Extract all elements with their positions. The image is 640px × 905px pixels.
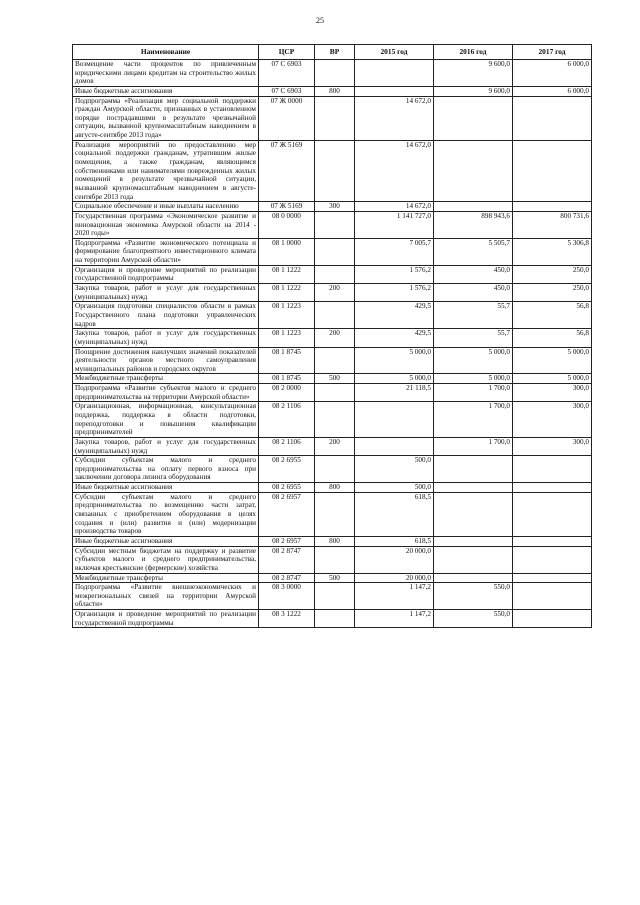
row-csr-cell: 08 2 8747 (259, 546, 315, 573)
row-vr-cell (315, 302, 355, 329)
table-row (73, 96, 592, 140)
row-csr-cell: 07 Ж 5169 (259, 202, 315, 212)
table-row (73, 583, 592, 610)
row-2015-cell: 618,5 (355, 492, 434, 536)
row-csr-cell: 08 2 6955 (259, 456, 315, 483)
row-2017-cell (513, 573, 592, 583)
header-2015: 2015 год (355, 45, 434, 60)
row-2016-cell: 55,7 (434, 302, 513, 329)
row-2015-cell: 1 141 727,0 (355, 211, 434, 238)
row-name-cell: Социальное обеспечение и иные выплаты населению (73, 202, 259, 212)
table-row (73, 211, 592, 238)
row-2016-cell (434, 573, 513, 583)
row-csr-cell: 07 Ж 5169 (259, 140, 315, 201)
row-2017-cell: 300,0 (513, 402, 592, 438)
row-2017-cell: 6 000,0 (513, 86, 592, 96)
table-row (73, 492, 592, 536)
row-vr-cell (315, 492, 355, 536)
header-2016: 2016 год (434, 45, 513, 60)
row-name-cell: Поощрение достижения наилучших значений показателей деятельности органов местного самоуправления муниципальных районов и городских округов (73, 347, 259, 374)
row-2015-cell: 1 576,2 (355, 284, 434, 302)
table-row (73, 384, 592, 402)
row-csr-cell: 08 2 0000 (259, 384, 315, 402)
row-2016-cell (434, 546, 513, 573)
row-2016-cell: 9 600,0 (434, 60, 513, 87)
row-2017-cell (513, 140, 592, 201)
row-2017-cell (513, 536, 592, 546)
row-vr-cell (315, 140, 355, 201)
row-vr-cell: 500 (315, 374, 355, 384)
table-row (73, 483, 592, 493)
row-csr-cell: 08 1 1222 (259, 284, 315, 302)
row-2017-cell: 300,0 (513, 437, 592, 455)
row-2015-cell: 618,5 (355, 536, 434, 546)
row-2016-cell: 5 505,7 (434, 238, 513, 265)
row-2016-cell: 1 700,0 (434, 384, 513, 402)
row-name-cell: Закупка товаров, работ и услуг для государственных (муниципальных) нужд (73, 329, 259, 347)
header-2017: 2017 год (513, 45, 592, 60)
row-csr-cell: 08 3 1222 (259, 610, 315, 628)
row-2016-cell: 5 000,0 (434, 374, 513, 384)
row-csr-cell: 08 3 0000 (259, 583, 315, 610)
row-2017-cell (513, 202, 592, 212)
row-2015-cell: 14 672,0 (355, 96, 434, 140)
row-2015-cell (355, 86, 434, 96)
row-name-cell: Организация подготовки специалистов области в рамках Государственного плана подготовки управленческих кадров (73, 302, 259, 329)
row-csr-cell: 07 Ж 0000 (259, 96, 315, 140)
row-2015-cell: 5 000,0 (355, 374, 434, 384)
row-2015-cell (355, 402, 434, 438)
row-vr-cell: 200 (315, 284, 355, 302)
row-2016-cell (434, 96, 513, 140)
row-name-cell: Реализация мероприятий по предоставлению мер социальной поддержки гражданам, утратившим жилые помещения, а также гражданам, являющимся собственниками или нанимателями поврежденных жилых помещений в результате чрезвычайной ситуации, вызванной крупномасштабным наводнением в августе-сентябре 2013 года (73, 140, 259, 201)
row-2016-cell: 5 000,0 (434, 347, 513, 374)
row-csr-cell: 08 2 8747 (259, 573, 315, 583)
table-row (73, 140, 592, 201)
row-2015-cell (355, 437, 434, 455)
row-vr-cell (315, 402, 355, 438)
row-2017-cell (513, 492, 592, 536)
row-vr-cell: 300 (315, 202, 355, 212)
row-name-cell: Подпрограмма «Развитие экономического потенциала и формирование благоприятного инвестиционного климата на территории Амурской области» (73, 238, 259, 265)
table-row (73, 536, 592, 546)
row-name-cell: Закупка товаров, работ и услуг для государственных (муниципальных) нужд (73, 437, 259, 455)
row-2016-cell (434, 456, 513, 483)
row-vr-cell (315, 583, 355, 610)
row-vr-cell: 200 (315, 329, 355, 347)
header-name: Наименование (73, 45, 259, 60)
row-2016-cell: 1 700,0 (434, 402, 513, 438)
row-2015-cell: 1 147,2 (355, 610, 434, 628)
row-vr-cell (315, 265, 355, 283)
row-2015-cell: 20 000,0 (355, 546, 434, 573)
row-name-cell: Субсидии субъектам малого и среднего предпринимательства по возмещению части затрат, связанных с приобретением оборудования в целях создания и (или) развития и (или) модернизации производства товаров (73, 492, 259, 536)
row-2016-cell (434, 140, 513, 201)
row-2016-cell: 9 600,0 (434, 86, 513, 96)
row-2015-cell: 5 000,0 (355, 347, 434, 374)
table-row (73, 329, 592, 347)
row-csr-cell: 07 С 6903 (259, 86, 315, 96)
row-vr-cell: 500 (315, 573, 355, 583)
row-name-cell: Подпрограмма «Реализация мер социальной поддержки граждан Амурской области, признанных в установленном порядке пострадавшими в результате чрезвычайной ситуации, вызванной крупномасштабным наводнением в августе-сентябре 2013 года» (73, 96, 259, 140)
row-2017-cell: 250,0 (513, 284, 592, 302)
row-2015-cell: 429,5 (355, 302, 434, 329)
row-name-cell: Закупка товаров, работ и услуг для государственных (муниципальных) нужд (73, 284, 259, 302)
row-2016-cell: 550,0 (434, 610, 513, 628)
table-row (73, 402, 592, 438)
table-row (73, 238, 592, 265)
row-name-cell: Субсидии местным бюджетам на поддержку и развитие субъектов малого и среднего предпринимательства, включая крестьянские (фермерские) хозяйства (73, 546, 259, 573)
row-vr-cell: 800 (315, 86, 355, 96)
row-vr-cell (315, 211, 355, 238)
page-number: 25 (316, 16, 324, 25)
row-name-cell: Межбюджетные трансферты (73, 573, 259, 583)
row-name-cell: Подпрограмма «Развитие внешнеэкономических и межрегиональных связей на территории Амурской области» (73, 583, 259, 610)
row-name-cell: Государственная программа «Экономическое развитие и инновационная экономика Амурской области на 2014 - 2020 годы» (73, 211, 259, 238)
row-name-cell: Иные бюджетные ассигнования (73, 483, 259, 493)
row-vr-cell (315, 60, 355, 87)
row-2017-cell: 6 000,0 (513, 60, 592, 87)
row-2015-cell: 21 118,5 (355, 384, 434, 402)
row-2017-cell: 5 000,0 (513, 374, 592, 384)
row-2017-cell (513, 546, 592, 573)
row-csr-cell: 08 1 8745 (259, 347, 315, 374)
table-row (73, 573, 592, 583)
table-header-row (73, 45, 592, 60)
row-2017-cell: 5 306,8 (513, 238, 592, 265)
row-vr-cell (315, 610, 355, 628)
table-row (73, 60, 592, 87)
row-2017-cell (513, 610, 592, 628)
row-2017-cell: 300,0 (513, 384, 592, 402)
table-row (73, 437, 592, 455)
row-2017-cell: 56,8 (513, 329, 592, 347)
table-row (73, 347, 592, 374)
row-name-cell: Организация и проведение мероприятий по реализации государственной подпрограммы (73, 265, 259, 283)
row-2017-cell (513, 456, 592, 483)
row-vr-cell (315, 347, 355, 374)
table-row (73, 374, 592, 384)
row-csr-cell: 08 2 6955 (259, 483, 315, 493)
header-csr: ЦСР (259, 45, 315, 60)
table-row (73, 86, 592, 96)
row-csr-cell: 08 1 1223 (259, 302, 315, 329)
row-2015-cell (355, 60, 434, 87)
row-2017-cell (513, 96, 592, 140)
row-2015-cell: 1 147,2 (355, 583, 434, 610)
row-name-cell: Возмещение части процентов по привлеченным юридическими лицами кредитам на строительство жилых домов (73, 60, 259, 87)
row-2016-cell: 55,7 (434, 329, 513, 347)
row-name-cell: Межбюджетные трансферты (73, 374, 259, 384)
row-2015-cell: 500,0 (355, 456, 434, 483)
table-row (73, 202, 592, 212)
row-2015-cell: 500,0 (355, 483, 434, 493)
row-2015-cell: 14 672,0 (355, 202, 434, 212)
row-name-cell: Организация и проведение мероприятий по реализации государственной подпрограммы (73, 610, 259, 628)
row-csr-cell: 08 2 6957 (259, 492, 315, 536)
row-2016-cell (434, 483, 513, 493)
row-2017-cell: 56,8 (513, 302, 592, 329)
row-2015-cell: 20 000,0 (355, 573, 434, 583)
row-vr-cell (315, 546, 355, 573)
row-name-cell: Организационная, информационная, консультационная поддержка, поддержка в области подготовки, переподготовки и повышения квалификации предпринимателей (73, 402, 259, 438)
row-2016-cell (434, 536, 513, 546)
row-name-cell: Подпрограмма «Развитие субъектов малого и среднего предпринимательства на территории Амурской области» (73, 384, 259, 402)
row-2017-cell: 5 000,0 (513, 347, 592, 374)
row-vr-cell: 200 (315, 437, 355, 455)
row-2015-cell: 14 672,0 (355, 140, 434, 201)
row-csr-cell: 08 2 6957 (259, 536, 315, 546)
row-vr-cell (315, 456, 355, 483)
row-name-cell: Иные бюджетные ассигнования (73, 86, 259, 96)
row-2016-cell (434, 202, 513, 212)
row-csr-cell: 08 1 8745 (259, 374, 315, 384)
row-csr-cell: 08 2 1106 (259, 402, 315, 438)
row-csr-cell: 07 С 6903 (259, 60, 315, 87)
row-vr-cell (315, 238, 355, 265)
row-2016-cell: 450,0 (434, 265, 513, 283)
table-row (73, 456, 592, 483)
row-2015-cell: 7 005,7 (355, 238, 434, 265)
row-csr-cell: 08 1 0000 (259, 238, 315, 265)
row-csr-cell: 08 2 1106 (259, 437, 315, 455)
header-vr: ВР (315, 45, 355, 60)
row-2016-cell: 450,0 (434, 284, 513, 302)
table-row (73, 546, 592, 573)
row-2016-cell: 1 700,0 (434, 437, 513, 455)
row-vr-cell (315, 96, 355, 140)
table-row (73, 265, 592, 283)
table-row (73, 610, 592, 628)
row-2015-cell: 1 576,2 (355, 265, 434, 283)
row-vr-cell: 800 (315, 536, 355, 546)
row-vr-cell: 800 (315, 483, 355, 493)
row-2015-cell: 429,5 (355, 329, 434, 347)
row-2017-cell (513, 483, 592, 493)
row-2017-cell: 250,0 (513, 265, 592, 283)
row-2017-cell: 800 731,6 (513, 211, 592, 238)
row-vr-cell (315, 384, 355, 402)
row-2016-cell: 898 943,6 (434, 211, 513, 238)
row-2017-cell (513, 583, 592, 610)
row-2016-cell (434, 492, 513, 536)
row-name-cell: Субсидии субъектам малого и среднего предпринимательства на оплату первого взноса при заключении договора лизинга оборудования (73, 456, 259, 483)
table-row (73, 302, 592, 329)
row-name-cell: Иные бюджетные ассигнования (73, 536, 259, 546)
row-csr-cell: 08 1 1222 (259, 265, 315, 283)
table-row (73, 284, 592, 302)
row-2016-cell: 550,0 (434, 583, 513, 610)
row-csr-cell: 08 0 0000 (259, 211, 315, 238)
budget-table (72, 44, 592, 628)
row-csr-cell: 08 1 1223 (259, 329, 315, 347)
